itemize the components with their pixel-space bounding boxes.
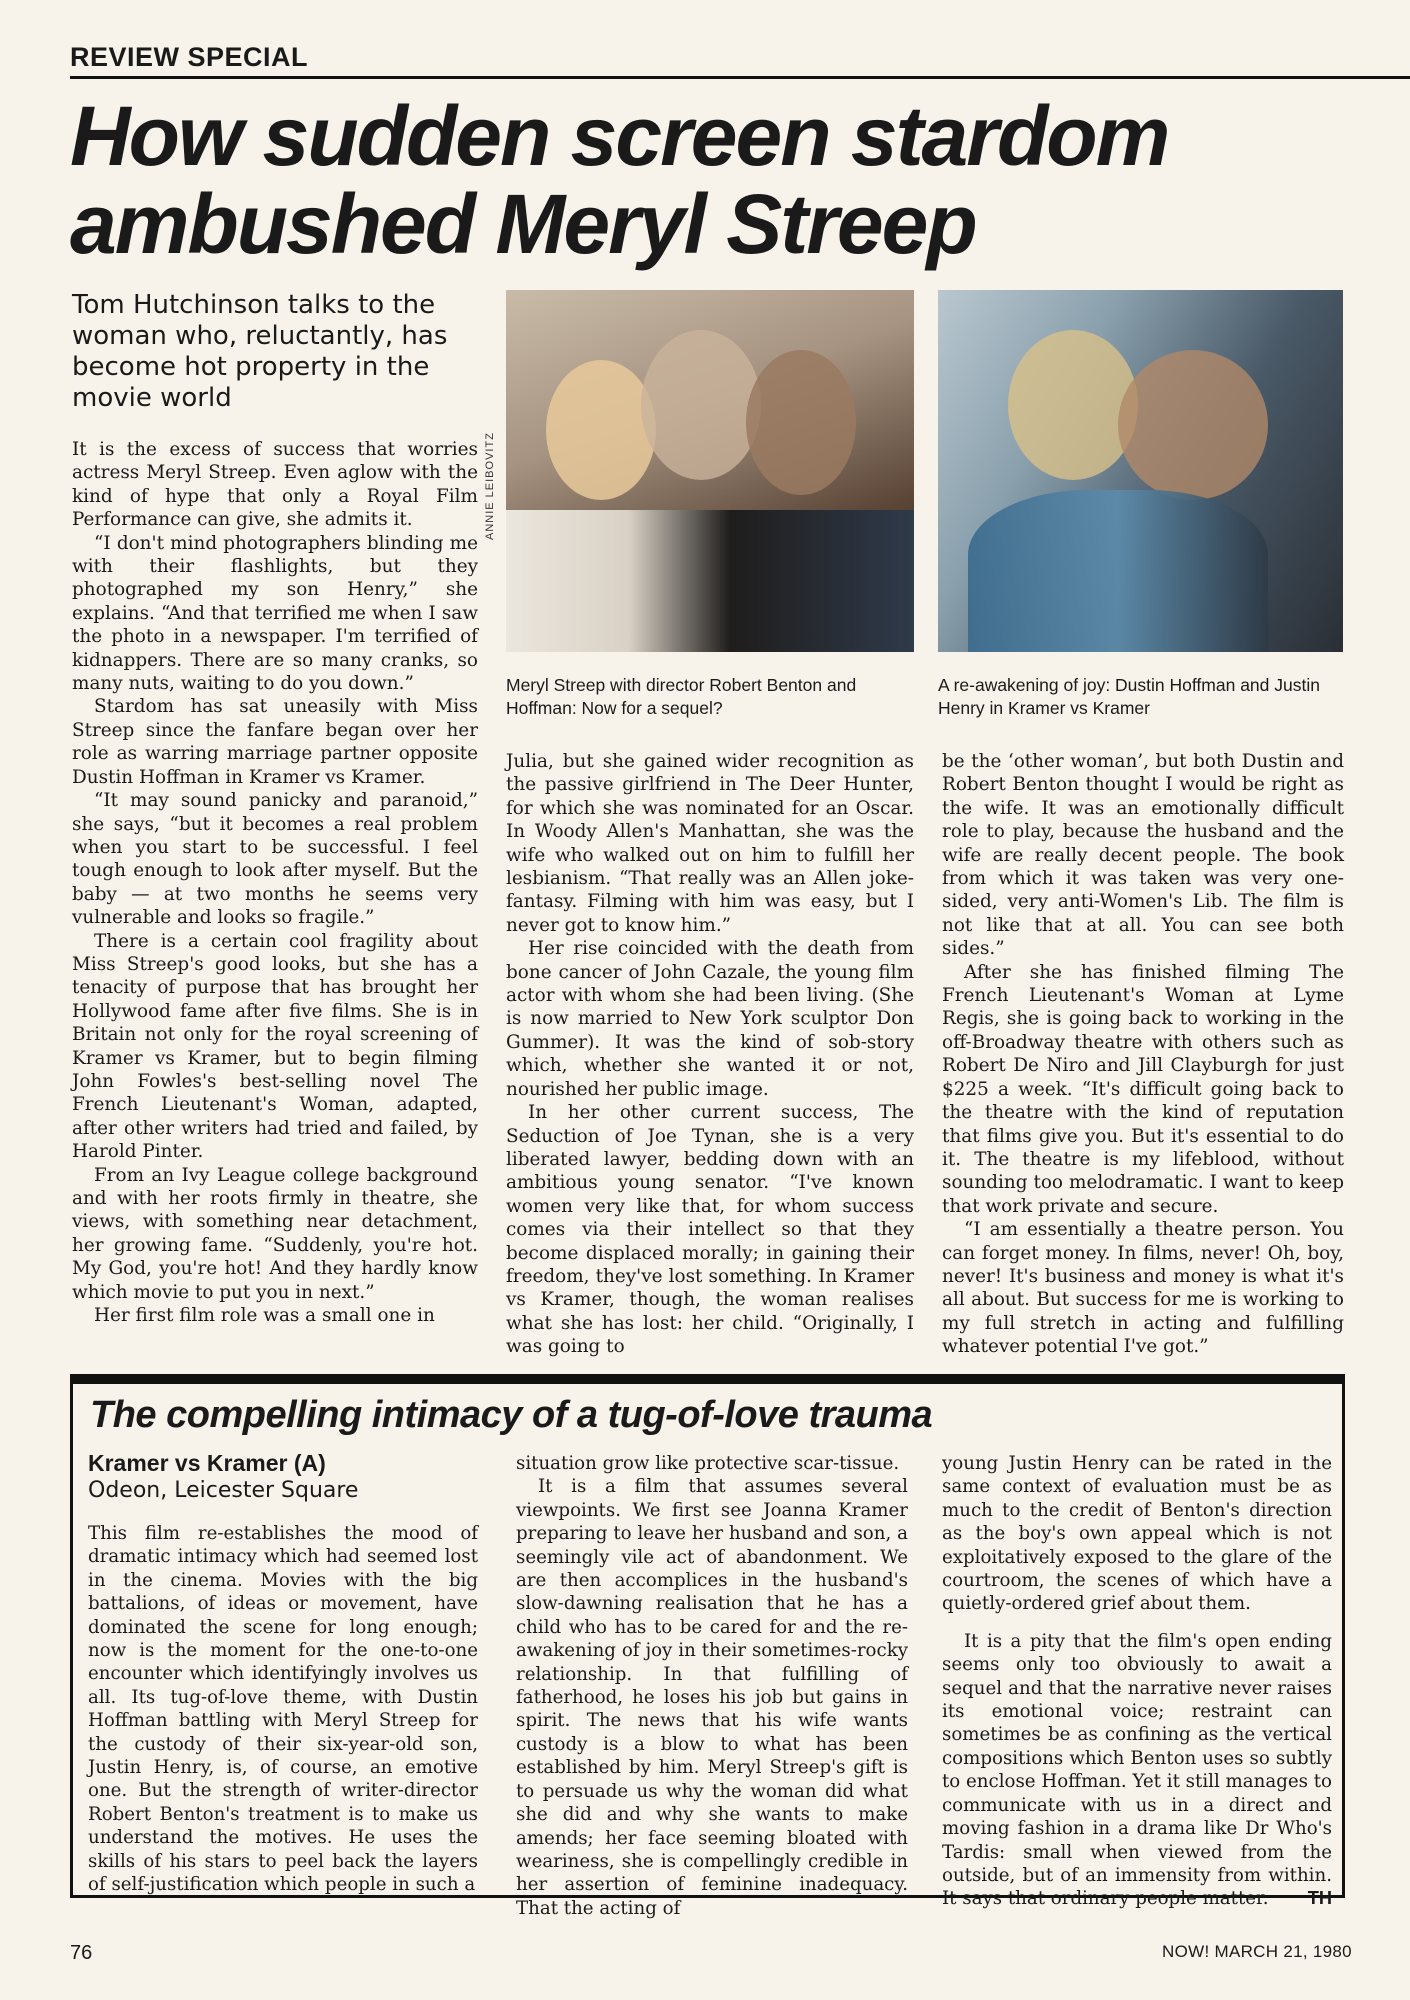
caption-photo-2: A re-awakening of joy: Dustin Hoffman and Justin Henry in Kramer vs Kramer: [938, 675, 1320, 718]
review-column-3: [942, 1452, 1332, 1911]
photo-credit: ANNIE LEIBOVITZ: [484, 432, 496, 540]
headline-line-2: ambushed Meryl Streep: [70, 177, 976, 271]
paragraph: situation grow like protective scar-tissue.: [516, 1453, 900, 1474]
photo-hoffman-henry: [938, 290, 1343, 652]
paragraph: Stardom has sat uneasily with Miss Streep since the fanfare began over her role as warring marriage partner opposite Dustin Hoffman in Kramer vs Kramer.: [72, 696, 478, 788]
review-column-2: [516, 1452, 908, 1920]
review-signature: TH: [1307, 1888, 1332, 1909]
review-column-1: [88, 1522, 478, 1897]
paragraph: It is a film that assumes several viewpoints. We first see Joanna Kramer preparing to leave her husband and son, a seemingly vile act of abandonment. We are then accomplices in the husband's slow-dawning realisation that he has a child who has to be cared for and the re-awakening of joy in their sometimes-rocky relationship. In that fulfilling of fatherhood, he loses his job but gains in spirit. The news that his wife wants custody is a blow to what has been established by him. Meryl Streep's gift is to persuade us why the woman did what she did and why she wants to make amends; her face seeming bloated with weariness, she is compellingly credible in her assertion of feminine inadequacy. That the acting of: [516, 1476, 908, 1919]
paragraph: be the ‘other woman’, but both Dustin and Robert Benton thought I would be right as the wife. It was an emotionally difficult role to play, because the husband and the wife are really decent people. The book from which it was taken was very one-sided, very anti-Women's Lib. The film is not like that at all. You can see both sides.”: [942, 751, 1344, 960]
paragraph: Julia, but she gained wider recognition as the passive girlfriend in The Deer Hunter, for which she was nominated for an Oscar. In Woody Allen's Manhattan, she was the wife who walked out on him to fulfill her lesbianism. “That really was an Allen joke-fantasy. Filming with him was easy, but I never got to know him.”: [506, 751, 914, 936]
caption-photo-1: Meryl Streep with director Robert Benton and Hoffman: Now for a sequel?: [506, 675, 857, 718]
film-title: Kramer vs Kramer (A): [88, 1450, 326, 1476]
top-rule: [70, 76, 1410, 79]
headline: [70, 89, 1370, 271]
paragraph: Her first film role was a small one in: [94, 1305, 435, 1327]
paragraph-text: It is a pity that the film's open ending seems only too obviously to await a sequel and that the narrative never raises its emotional voice; restraint can sometimes be as confining as the vertical compositions which Benton uses so subtly to enclose Hoffman. Yet it still manages to communicate with us in a direct and moving fashion in a drama like Dr Who's Tardis: small when viewed from the outside, but of an immensity from within. It says that ordinary people matter.: [942, 1630, 1332, 1910]
article-column-1: [72, 438, 478, 1327]
paragraph: After she has finished filming The French Lieutenant's Woman at Lyme Regis, she is going back to working in the off-Broadway theatre with others such as Robert De Niro and Jill Clayburgh for just $225 a week. “It's difficult going back to the theatre with the kind of reputation that films give you. But it's essential to do it. The theatre is my lifeblood, without sounding too melodramatic. I want to keep that work private and secure.: [942, 961, 1344, 1217]
paragraph: Her rise coincided with the death from bone cancer of John Cazale, the young film actor with whom she had been living. (She is now married to New York sculptor Don Gummer). It was the kind of sob-story which, whether she wanted it or not, nourished her public image.: [506, 938, 914, 1100]
review-title: The compelling intimacy of a tug-of-love trauma: [90, 1394, 933, 1436]
paragraph: [942, 1630, 1332, 1911]
headline-line-1: How sudden screen stardom: [70, 89, 1169, 183]
paragraph: In her other current success, The Seduction of Joe Tynan, she is a very liberated lawyer, bedding down with an ambitious young senator. “I've known women very like that, for whom success comes via their intellect so that they become displaced morally; in gaining their freedom, they've lost something. In Kramer vs Kramer, though, the woman realises what she has lost: her child. “Originally, I was going to: [506, 1102, 914, 1358]
issue-date: NOW! MARCH 21, 1980: [1162, 1942, 1352, 1961]
page-number: 76: [70, 1942, 93, 1964]
section-label: REVIEW SPECIAL: [70, 42, 309, 72]
article-column-2: [506, 750, 914, 1359]
paragraph: This film re-establishes the mood of dramatic intimacy which had seemed lost in the cinema. Movies with the big battalions, of ideas or movement, have dominated the scene for long enough; now is the moment for the one-to-one encounter which identifyingly involves us all. Its tug-of-love theme, with Dustin Hoffman battling with Meryl Streep for the custody of their six-year-old son, Justin Henry, is, of course, an emotive one. But the strength of writer-director Robert Benton's treatment is to make us understand the motives. He uses the skills of his stars to peel back the layers of self-justification which people in such a: [88, 1523, 478, 1896]
paragraph: “I don't mind photographers blinding me with their flashlights, but they photographed my son Henry,” she explains. “And that terrified me when I saw the photo in a newspaper. I'm terrified of kidnappers. There are so many cranks, so many nuts, waiting to do you down.”: [72, 532, 478, 695]
paragraph: It is the excess of success that worries actress Meryl Streep. Even aglow with the kind of hype that only a Royal Film Performance can give, she admits it.: [72, 439, 478, 531]
review-top-bar: [70, 1374, 1345, 1384]
paragraph: young Justin Henry can be rated in the same context of evaluation must be as much to the credit of Benton's direction as the boy's own appeal which is not exploitatively exposed to the glare of the courtroom, the scenes of which have a quietly-ordered grief about them.: [942, 1453, 1332, 1615]
film-venue: Odeon, Leicester Square: [88, 1478, 359, 1503]
standfirst: Tom Hutchinson talks to the woman who, reluctantly, has become hot property in the movie world: [72, 290, 448, 413]
paragraph: “I am essentially a theatre person. You can forget money. In films, never! Oh, boy, never! It's business and money is what it's all about. But success for me is working to my full stretch in acting and fulfilling whatever potential I've got.”: [942, 1219, 1344, 1358]
paragraph: “It may sound panicky and paranoid,” she says, “but it becomes a real problem when you start to be successful. I feel tough enough to look after myself. But the baby — at two months he seems very vulnerable and looks so fragile.”: [72, 790, 478, 929]
photo-streep-benton-hoffman: [506, 290, 914, 652]
article-column-3: [942, 750, 1344, 1359]
paragraph: There is a certain cool fragility about Miss Streep's good looks, but she has a tenacity of purpose that has brought her Hollywood fame after five films. She is in Britain not only for the royal screening of Kramer vs Kramer, but to begin filming John Fowles's best-selling novel The French Lieutenant's Woman, adapted, after other writers had tried and failed, by Harold Pinter.: [72, 930, 478, 1163]
paragraph: From an Ivy League college background and with her roots firmly in theatre, she views, with something near detachment, her growing fame. “Suddenly, you're hot. My God, you're hot! And they hardly know which movie to put you in next.”: [72, 1164, 478, 1303]
